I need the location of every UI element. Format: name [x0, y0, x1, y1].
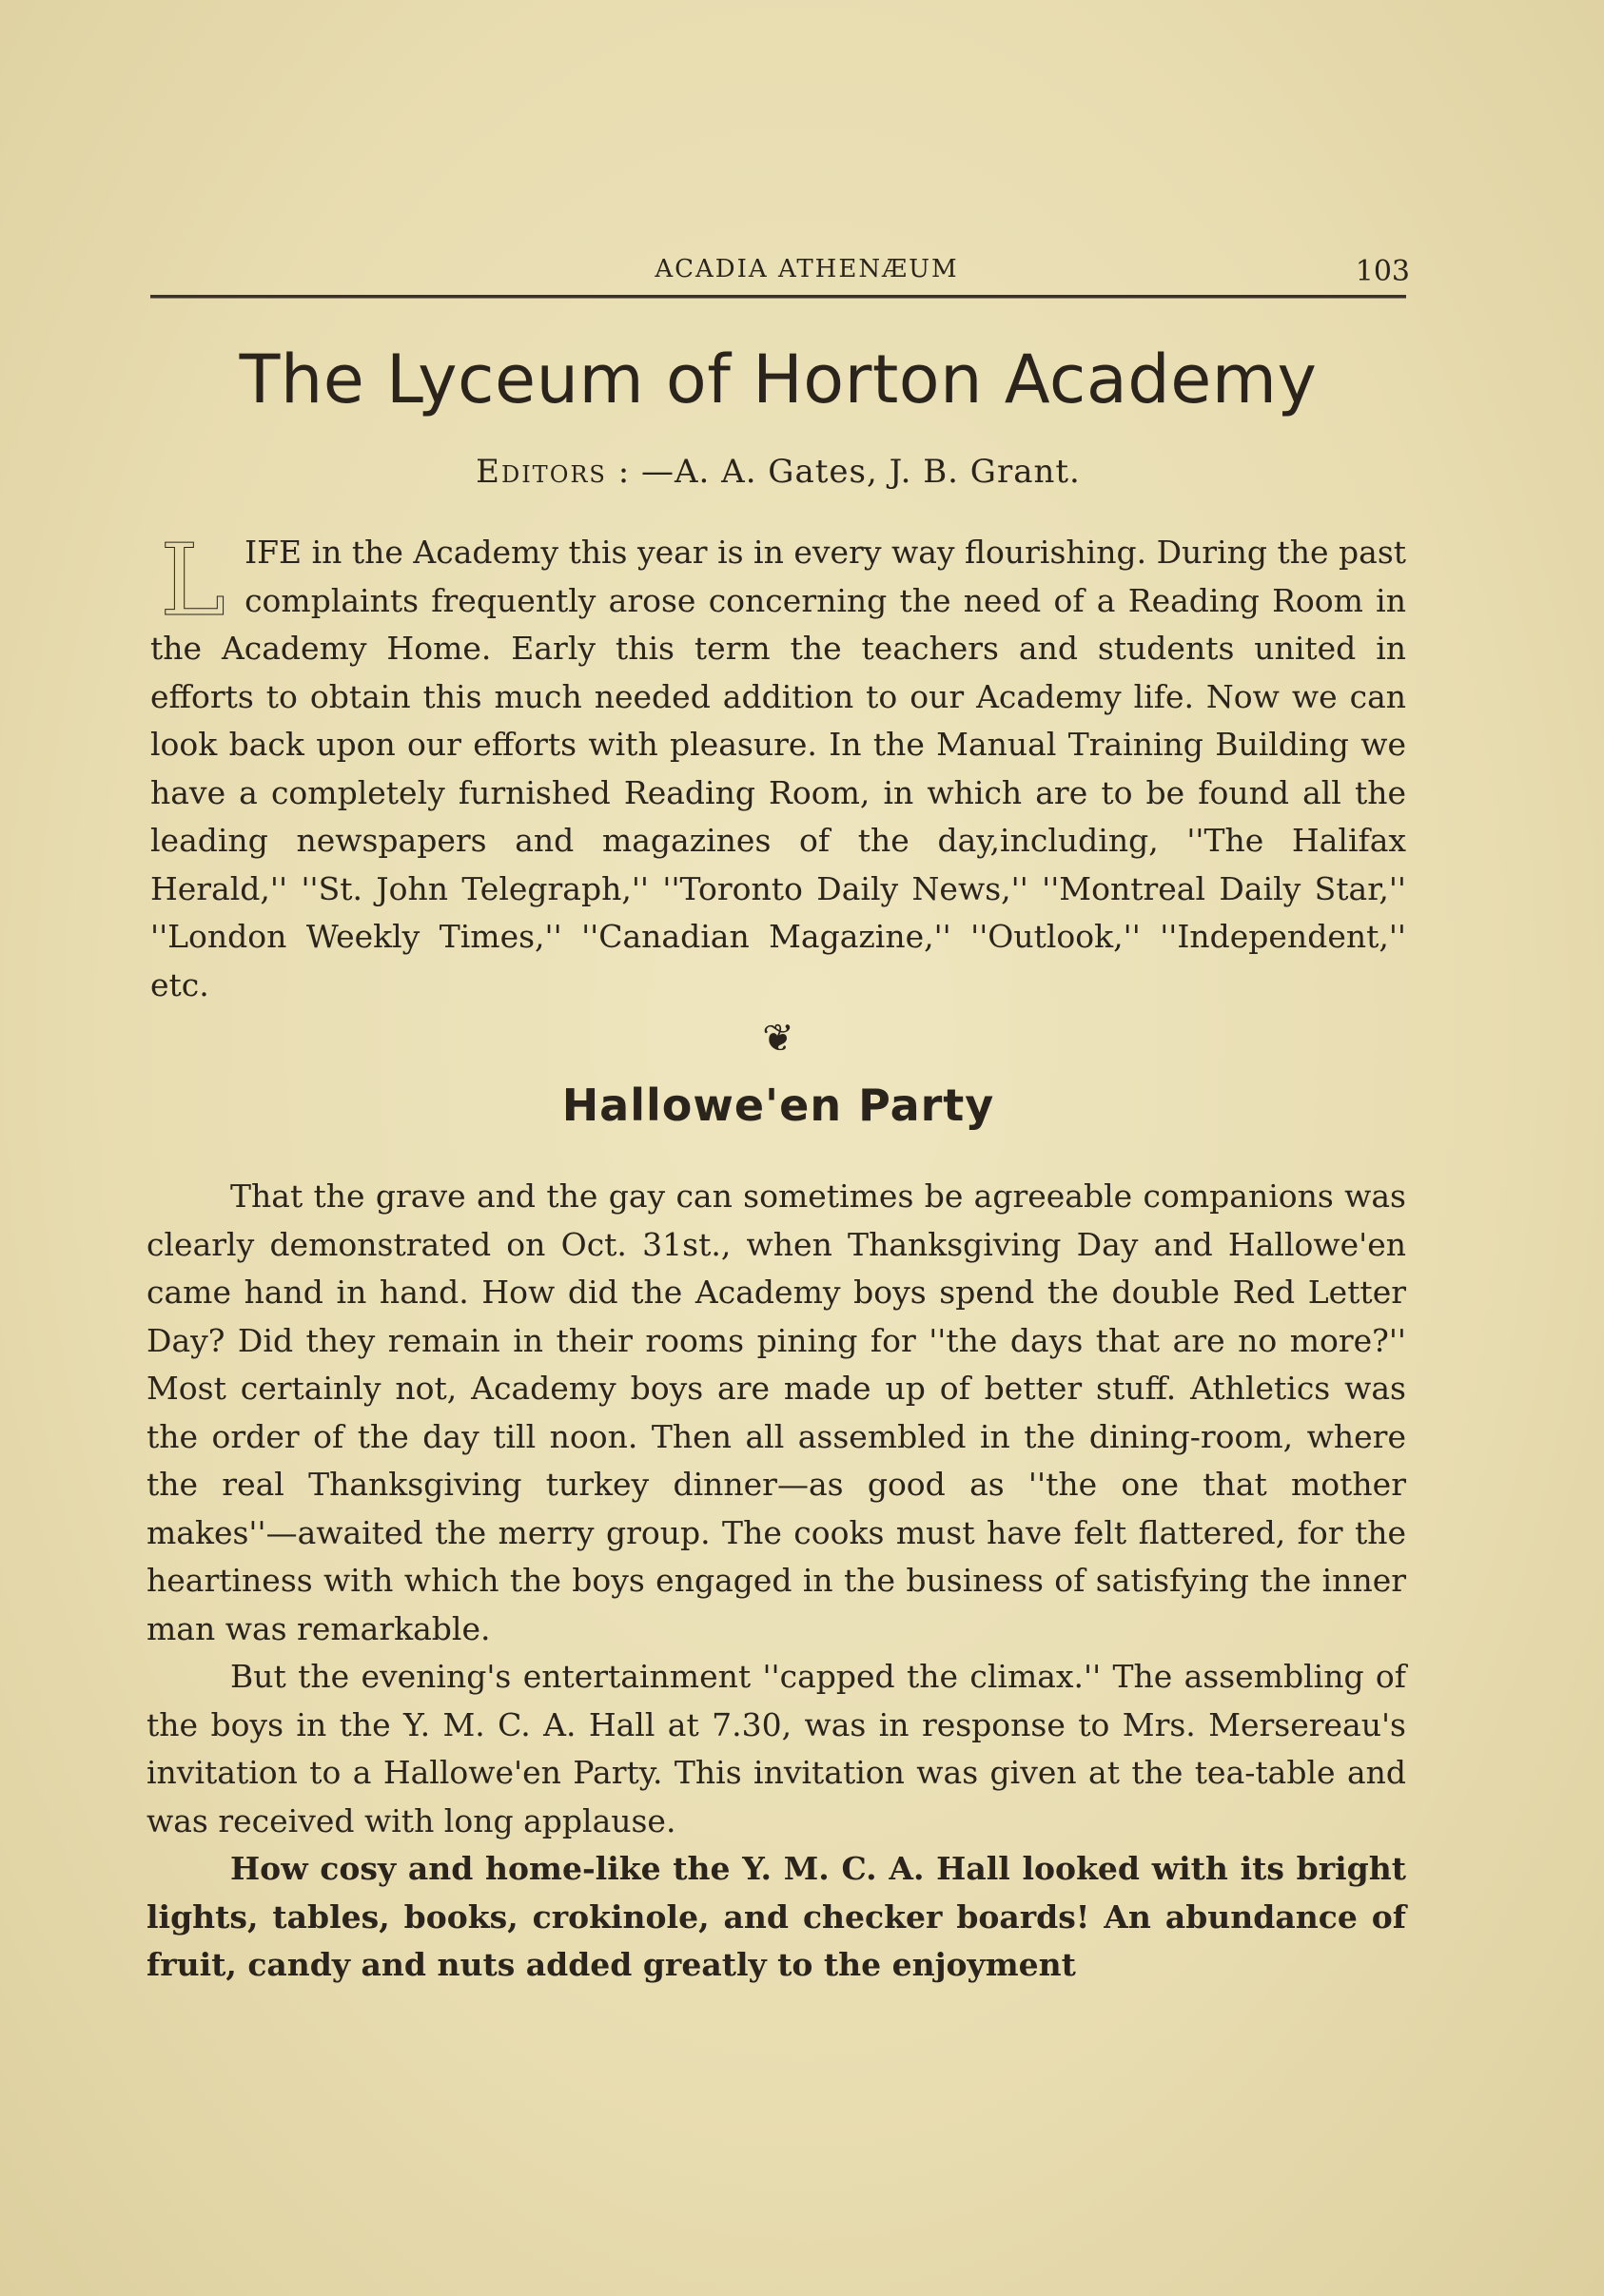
editors-line — [150, 453, 1406, 491]
page-number: 103 — [1355, 255, 1410, 288]
editors-names: : —A. A. Gates, J. B. Grant. — [617, 453, 1081, 491]
running-head — [150, 247, 1410, 289]
section-paragraph-3: How cosy and home-like the Y. M. C. A. Hall looked with its bright lights, tables, books, crokinole, and checker boards! An abundance of fruit, candy and nuts added greatly to the enjoyment — [147, 1850, 1406, 1983]
intro-block — [150, 522, 1407, 1009]
header-rule — [150, 295, 1406, 299]
editors-label: Editors — [476, 453, 607, 491]
intro-paragraph: IFE in the Academy this year is in every way flourishing. During the past complaints frequently arose concerning the need of a Reading Room in the Academy Home. Early this term the teachers and students united in efforts to obtain this much needed addition to our Academy life. Now we can look back upon our efforts with pleasure. In the Manual Training Building we have a completely furnished Reading Room, in which are to be found all the leading newspapers and magazines of the day,including, ''The Halifax Herald,'' ''St. John Telegraph,'' ''Toronto Daily News,'' ''Montreal Daily Star,'' ''London Weekly Times,'' ''Canadian Magazine,'' ''Outlook,'' ''Independent,'' etc. — [150, 534, 1407, 1003]
section-heading: Hallowe'en Party — [561, 1080, 995, 1131]
drop-cap: L — [160, 522, 226, 638]
section-paragraph-1: That the grave and the gay can sometimes be agreeable companions was clearly demonstrated on Oct. 31st., when Thanksgiving Day and Hallowe'en came hand in hand. How did the Academy boys spend the double Red Letter Day? Did they remain in their rooms pining for ''the days that are no more?'' Most certainly not, Academy boys are made up of better stuff. Athletics was the order of the day till noon. Then all assembled in the dining-room, where the real Thanksgiving turkey dinner—as good as ''the one that mother makes''—awaited the merry group. The cooks must have felt flattered, for the heartiness with which the boys engaged in the business of satisfying the inner man was remarkable. — [147, 1177, 1406, 1647]
article-title: The Lyceum of Horton Academy — [239, 341, 1318, 418]
fleuron-ornament-icon: ❦ — [762, 1017, 794, 1060]
section-body — [147, 1173, 1406, 1990]
page — [147, 247, 1410, 1990]
journal-name: ACADIA ATHENÆUM — [655, 255, 959, 283]
section-paragraph-2: But the evening's entertainment ''capped the climax.'' The assembling of the boys in the Y. M. C. A. Hall at 7.30, was in response to Mrs. Mersereau's invitation to a Hallowe'en Party. This invitation was given at the tea-table and was received with long applause. — [147, 1658, 1406, 1839]
